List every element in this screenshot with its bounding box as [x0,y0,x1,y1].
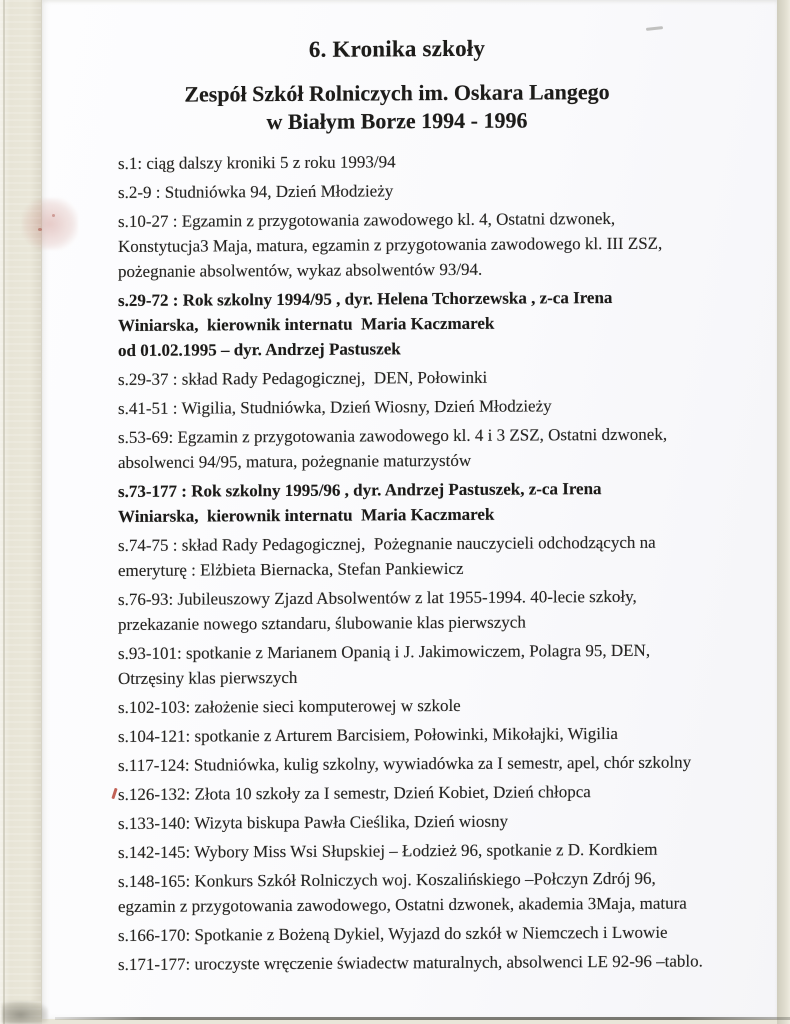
subtitle-line-1: Zespół Szkół Rolniczych im. Oskara Langego [184,78,610,107]
toc-line: przekazanie nowego sztandaru, ślubowanie klas pierwszych [118,612,526,634]
toc-line: s.117-124: Studniówka, kulig szkolny, wywiadówka za I semestr, apel, chór szkolny [118,752,692,775]
toc-entry [118,919,744,948]
toc-line: s.29-72 : Rok szkolny 1994/95 , dyr. Helena Tchorzewska , z-ca Irena [118,287,613,310]
toc-line: Winiarska, kierownik internatu Maria Kaczmarek [118,313,495,335]
toc-entry [118,749,744,778]
toc-line: s.53-69: Egzamin z przygotowania zawodowego kl. 4 i 3 ZSZ, Ostatni dzwonek, [118,424,668,447]
toc-line: s.148-165: Konkurs Szkół Rolniczych woj. Koszalińskiego –Połczyn Zdrój 96, [118,868,656,891]
toc-entry [118,807,744,836]
toc-entry [118,583,744,637]
toc-entry [118,475,744,529]
toc-line: s.73-177 : Rok szkolny 1995/96 , dyr. Andrzej Pastuszek, z-ca Irena [118,479,602,501]
toc-line: s.102-103: założenie sieci komputerowej w szkole [118,695,461,717]
toc-line: od 01.02.1995 – dyr. Andrzej Pastuszek [118,339,401,360]
toc-entry [118,948,744,977]
toc-line: absolwenci 94/95, matura, pożegnanie maturzystów [118,450,472,472]
toc-line: s.93-101: spotkanie z Marianem Opanią i J. Jakimowiczem, Polagra 95, DEN, [118,640,651,663]
toc-line: s.104-121: spotkanie z Arturem Barcisiem, Połowinki, Mikołajki, Wigilia [118,723,618,746]
toc-entry [118,363,744,392]
toc-line: egzamin z przygotowania zawodowego, Ostatni dzwonek, akademia 3Maja, matura [118,893,687,916]
toc-line: s.171-177: uroczyste wręczenie świadectw maturalnych, absolwenci LE 92-96 –tablo. [118,951,703,974]
toc-entries [118,147,744,977]
toc-line: s.166-170: Spotkanie z Bożeną Dykiel, Wyjazd do szkół w Niemczech i Lwowie [118,922,668,945]
toc-line: s.133-140: Wizyta biskupa Pawła Cieślika, Dzień wiosny [118,811,508,833]
toc-entry [118,778,744,807]
toc-line: s.1: ciąg dalszy kroniki 5 z roku 1993/94 [118,152,396,173]
toc-entry [118,529,744,583]
toc-line: s.142-145: Wybory Miss Wsi Słupskiej – Łodzież 96, spotkanie z D. Kordkiem [118,839,658,862]
toc-line: s.10-27 : Egzamin z przygotowania zawodowego kl. 4, Ostatni dzwonek, [118,208,616,231]
toc-line: Konstytucja3 Maja, matura, egzamin z przygotowania zawodowego kl. III ZSZ, [118,233,663,256]
toc-line: s.76-93: Jubileuszowy Zjazd Absolwentów z lat 1955-1994. 40-lecie szkoły, [118,586,637,609]
toc-line: s.74-75 : skład Rady Pedagogicznej, Pożegnanie nauczycieli odchodzących na [118,532,656,555]
toc-entry [118,392,744,421]
toc-line: s.41-51 : Wigilia, Studniówka, Dzień Wiosny, Dzień Młodzieży [118,396,552,418]
toc-entry [118,637,744,691]
toc-entry [118,836,744,865]
toc-line: Otrzęsiny klas pierwszych [118,667,298,688]
subtitle-line-2: w Białym Borze 1994 - 1996 [266,107,528,135]
toc-entry [118,205,744,284]
toc-line: pożegnanie absolwentów, wykaz absolwentów 93/94. [118,259,483,281]
toc-line: emeryturę : Elżbieta Biernacka, Stefan Pankiewicz [118,558,464,580]
toc-entry [118,284,744,363]
toc-entry [118,147,744,176]
toc-line: s.126-132: Złota 10 szkoły za I semestr, Dzień Kobiet, Dzień chłopca [118,782,591,804]
toc-line: s.29-37 : skład Rady Pedagogicznej, DEN, Połowinki [118,367,488,389]
toc-line: Winiarska, kierownik internatu Maria Kaczmarek [118,504,495,526]
document-subtitle [118,78,676,137]
document-header [118,35,676,137]
toc-entry [118,865,744,919]
toc-entry [118,720,744,749]
toc-line: s.2-9 : Studniówka 94, Dzień Młodzieży [118,181,394,202]
toc-entry [118,421,744,475]
toc-entry [118,176,744,205]
page-title: 6. Kronika szkoły [308,35,486,62]
toc-entry [118,691,744,720]
